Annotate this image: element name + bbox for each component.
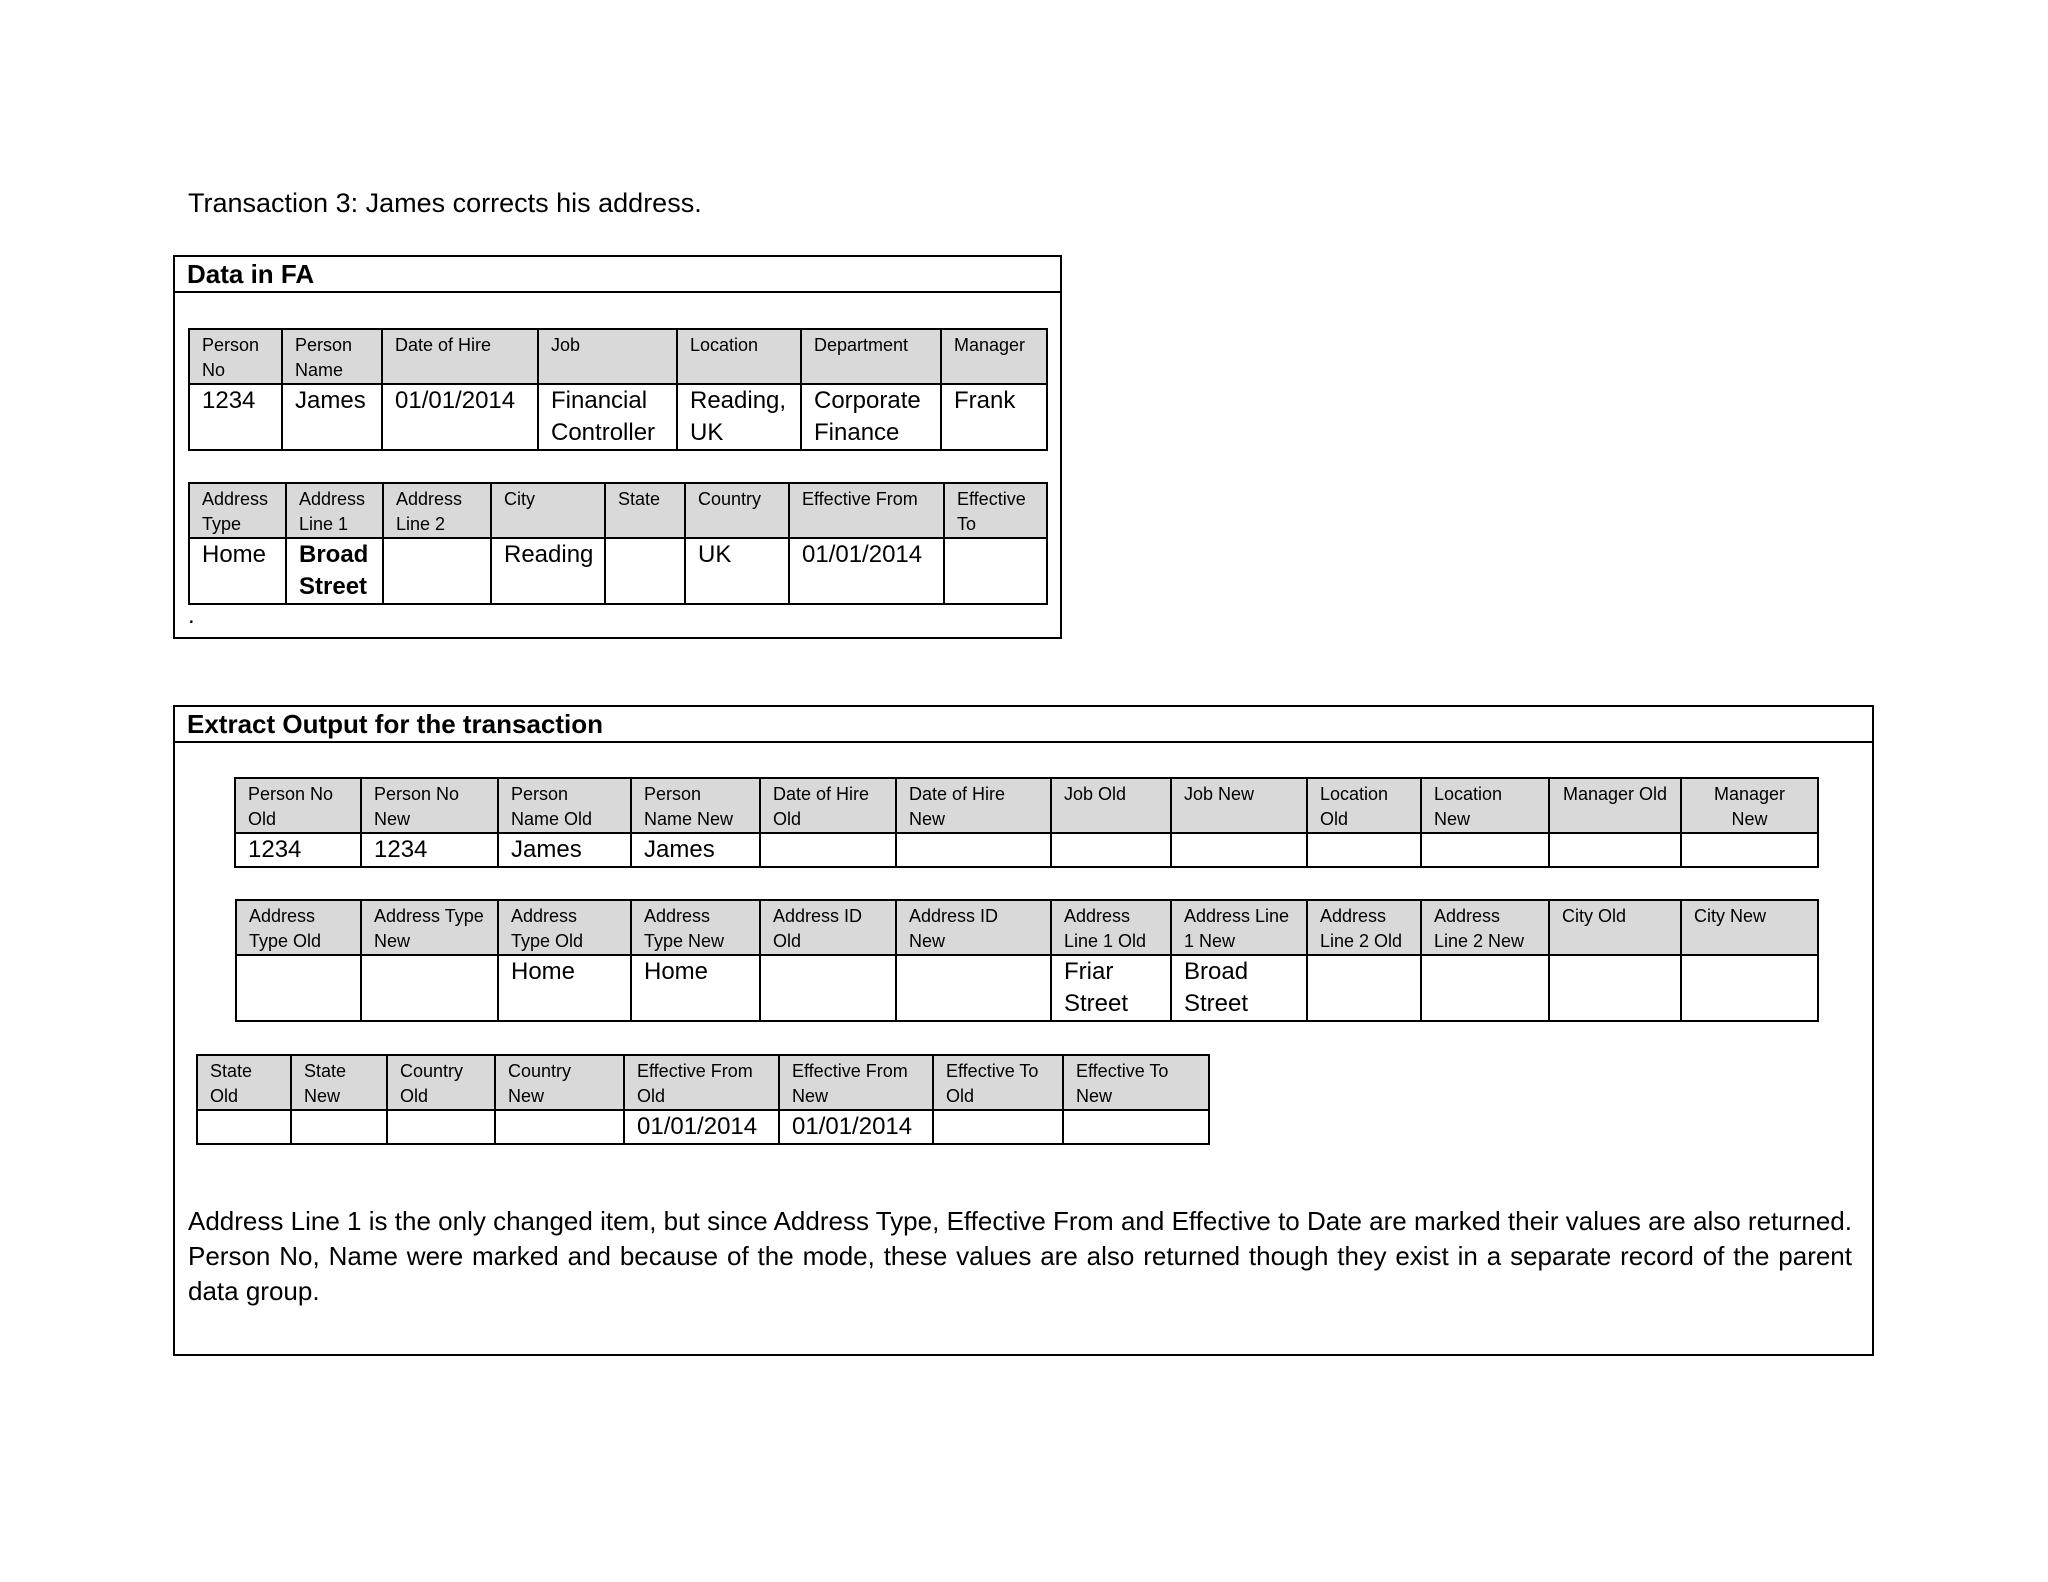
column-header: Country bbox=[685, 483, 789, 538]
column-header: Effective From bbox=[789, 483, 944, 538]
table-cell bbox=[1171, 833, 1307, 867]
column-header: Address Line 2 New bbox=[1421, 900, 1549, 955]
table-cell: Reading bbox=[491, 538, 605, 604]
table-cell: Home bbox=[189, 538, 286, 604]
extract-output-title: Extract Output for the transaction bbox=[175, 707, 1872, 743]
column-header: City New bbox=[1681, 900, 1818, 955]
table-cell: James bbox=[498, 833, 631, 867]
table-cell: Corporate Finance bbox=[801, 384, 941, 450]
table-cell bbox=[933, 1110, 1063, 1144]
column-header: Address Type bbox=[189, 483, 286, 538]
table-cell: Home bbox=[498, 955, 631, 1021]
table-cell bbox=[1307, 955, 1421, 1021]
table-cell: James bbox=[631, 833, 760, 867]
column-header: Date of Hire bbox=[382, 329, 538, 384]
column-header: Address Line 2 bbox=[383, 483, 491, 538]
table-cell: 01/01/2014 bbox=[624, 1110, 779, 1144]
table-cell bbox=[383, 538, 491, 604]
table-cell bbox=[387, 1110, 495, 1144]
column-header: Person No New bbox=[361, 778, 498, 833]
column-header: City bbox=[491, 483, 605, 538]
column-header: Department bbox=[801, 329, 941, 384]
table-row bbox=[189, 384, 1047, 450]
column-header: Address Line 1 Old bbox=[1051, 900, 1171, 955]
column-header: State Old bbox=[197, 1055, 291, 1110]
table-row bbox=[189, 538, 1047, 604]
header-row bbox=[235, 778, 1818, 833]
table-row bbox=[235, 833, 1818, 867]
explanation-note: Address Line 1 is the only changed item, but since Address Type, Effective From and Effective to Date are marked their values are also returned. Person No, Name were marked and because of the mode, these values are also returned though they exist in a separate record of the parent data group. bbox=[188, 1206, 1852, 1306]
extract-person-table bbox=[234, 777, 1819, 868]
table-cell bbox=[1051, 833, 1171, 867]
intro-text: Transaction 3: James corrects his address. bbox=[188, 188, 702, 218]
column-header: Address Line 1 New bbox=[1171, 900, 1307, 955]
fa-person-table bbox=[188, 328, 1048, 451]
table-cell: 1234 bbox=[361, 833, 498, 867]
column-header: Effective To New bbox=[1063, 1055, 1209, 1110]
table-cell: Reading, UK bbox=[677, 384, 801, 450]
column-header: Address Type New bbox=[631, 900, 760, 955]
column-header: Effective To Old bbox=[933, 1055, 1063, 1110]
data-in-fa-title: Data in FA bbox=[175, 257, 1060, 293]
column-header: Address Type Old bbox=[236, 900, 361, 955]
column-header: Job bbox=[538, 329, 677, 384]
column-header: Location Old bbox=[1307, 778, 1421, 833]
header-row bbox=[197, 1055, 1209, 1110]
column-header: Address Line 1 bbox=[286, 483, 383, 538]
table-cell bbox=[896, 955, 1051, 1021]
column-header: Address ID New bbox=[896, 900, 1051, 955]
table-cell bbox=[1307, 833, 1421, 867]
header-row bbox=[189, 329, 1047, 384]
column-header: Address Type Old bbox=[498, 900, 631, 955]
column-header: Country New bbox=[495, 1055, 624, 1110]
column-header: Date of Hire New bbox=[896, 778, 1051, 833]
table-cell bbox=[1063, 1110, 1209, 1144]
table-cell: 1234 bbox=[189, 384, 282, 450]
table-cell: 01/01/2014 bbox=[789, 538, 944, 604]
table-cell bbox=[291, 1110, 387, 1144]
table-cell bbox=[760, 833, 896, 867]
table-cell: Home bbox=[631, 955, 760, 1021]
table-cell bbox=[495, 1110, 624, 1144]
table-cell: 1234 bbox=[235, 833, 361, 867]
header-row bbox=[189, 483, 1047, 538]
table-row bbox=[197, 1110, 1209, 1144]
column-header: Manager New bbox=[1681, 778, 1818, 833]
column-header: Person Name bbox=[282, 329, 382, 384]
table-cell bbox=[1681, 955, 1818, 1021]
table-cell bbox=[236, 955, 361, 1021]
stray-dot: . bbox=[188, 602, 195, 629]
column-header: Person Name Old bbox=[498, 778, 631, 833]
column-header: Manager bbox=[941, 329, 1047, 384]
column-header: Person No bbox=[189, 329, 282, 384]
column-header: Effective From Old bbox=[624, 1055, 779, 1110]
column-header: Job New bbox=[1171, 778, 1307, 833]
column-header: Effective To bbox=[944, 483, 1047, 538]
column-header: Person No Old bbox=[235, 778, 361, 833]
table-cell bbox=[1681, 833, 1818, 867]
extract-address-table bbox=[235, 899, 1819, 1022]
table-cell: 01/01/2014 bbox=[382, 384, 538, 450]
table-cell bbox=[1549, 833, 1681, 867]
fa-address-table bbox=[188, 482, 1048, 605]
table-cell: James bbox=[282, 384, 382, 450]
table-cell: 01/01/2014 bbox=[779, 1110, 933, 1144]
column-header: Address ID Old bbox=[760, 900, 896, 955]
table-cell bbox=[605, 538, 685, 604]
header-row bbox=[236, 900, 1818, 955]
table-cell: Frank bbox=[941, 384, 1047, 450]
column-header: Effective From New bbox=[779, 1055, 933, 1110]
column-header: Location bbox=[677, 329, 801, 384]
column-header: Country Old bbox=[387, 1055, 495, 1110]
table-cell bbox=[1549, 955, 1681, 1021]
column-header: State New bbox=[291, 1055, 387, 1110]
table-cell: Broad Street bbox=[286, 538, 383, 604]
table-cell bbox=[896, 833, 1051, 867]
table-cell: UK bbox=[685, 538, 789, 604]
table-cell bbox=[760, 955, 896, 1021]
column-header: Date of Hire Old bbox=[760, 778, 896, 833]
table-cell bbox=[1421, 955, 1549, 1021]
table-cell: Friar Street bbox=[1051, 955, 1171, 1021]
table-cell bbox=[197, 1110, 291, 1144]
table-cell: Broad Street bbox=[1171, 955, 1307, 1021]
column-header: Manager Old bbox=[1549, 778, 1681, 833]
table-cell bbox=[361, 955, 498, 1021]
column-header: Address Type New bbox=[361, 900, 498, 955]
column-header: Location New bbox=[1421, 778, 1549, 833]
column-header: State bbox=[605, 483, 685, 538]
table-row bbox=[236, 955, 1818, 1021]
column-header: Address Line 2 Old bbox=[1307, 900, 1421, 955]
table-cell bbox=[944, 538, 1047, 604]
extract-dates-table bbox=[196, 1054, 1210, 1145]
table-cell: Financial Controller bbox=[538, 384, 677, 450]
table-cell bbox=[1421, 833, 1549, 867]
column-header: City Old bbox=[1549, 900, 1681, 955]
column-header: Job Old bbox=[1051, 778, 1171, 833]
column-header: Person Name New bbox=[631, 778, 760, 833]
